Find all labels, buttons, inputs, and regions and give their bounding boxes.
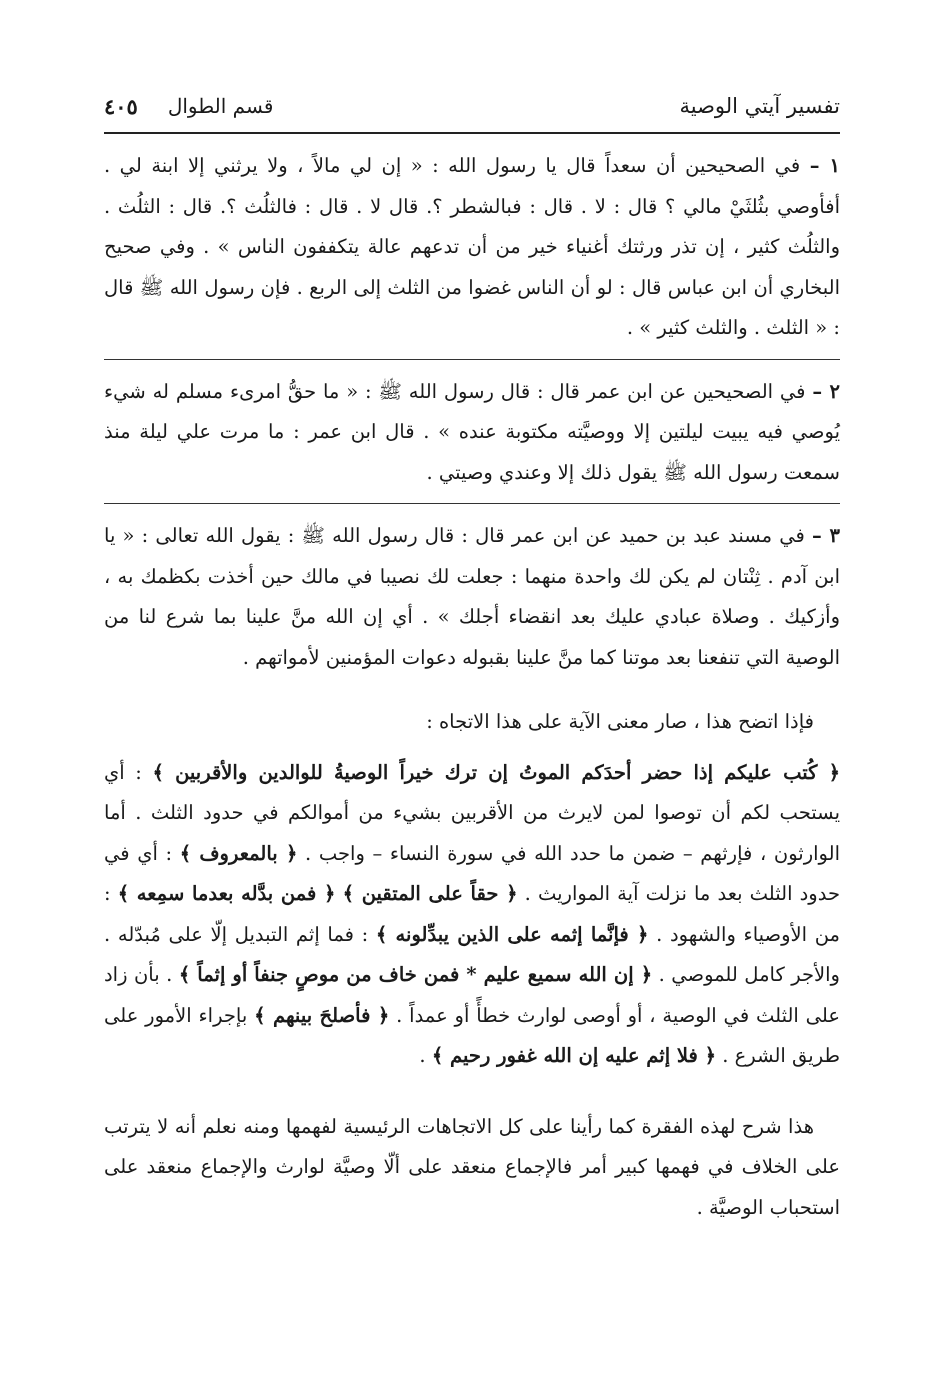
- hadith-3-text: في مسند عبد بن حميد عن ابن عمر قال : قال رسول الله ﷺ : يقول الله تعالى : « يا ابن آدم . ثِنْتان لم يكن لك واحدة منهما : جعلت لك نصيبا في مالك حين أخذت بكظمك به ، وأزكيك . وصلاة عبادي عليك بعد انقضاء أجلك » . أي إن الله منَّ علينا بما شرع لنا من الوصية التي تنفعنا بعد موتنا كما منَّ علينا بقبوله دعوات المؤمنين لأمواتهم .: [104, 524, 840, 669]
- hadith-1-text: في الصحيحين أن سعداً قال يا رسول الله : « إن لي مالاً ، ولا يرثني إلا ابنة لي . أفأوصي بثُلثَيْ مالي ؟ قال : لا . قال : فبالشطر ؟. قال لا . قال : فالثلُث ؟. قال : الثلُث . والثلُث كثير ، إن تذر ورثتك أغنياء خير من أن تدعهم عالة يتكففون الناس » . وفي صحيح البخاري أن ابن عباس قال : لو أن الناس غضوا من الثلث إلى الربع . فإن رسول الله ﷺ قال : « الثلث . والثلث كثير » .: [104, 154, 840, 339]
- divider-2: [104, 503, 840, 504]
- hadith-2-number: ٢ –: [812, 379, 841, 403]
- commentary-text-1: : أي يستحب لكم أن توصوا لمن لايرث من الأقربين بشيء من أموالكم في حدود الثلث . أما الوارثون ، فإرثهم – ضمن ما حدد الله في سورة النساء – واجب .: [104, 760, 840, 865]
- hadith-1: [104, 146, 840, 355]
- running-header: [104, 86, 840, 126]
- quoted-verse-3: ﴿ حقاً على المتقين ﴾: [342, 882, 518, 905]
- verse-commentary: [104, 753, 840, 1077]
- hadith-1-paragraph: [104, 146, 840, 349]
- quoted-verse-1: ﴿ كُتب عليكم إذا حضر أحدَكم الموتُ إن ترك خيراً الوصيةُ للوالدين والأقربين ﴾: [152, 760, 841, 784]
- commentary-text-2: : أي في حدود الثلث بعد ما نزلت آية المواريث .: [104, 841, 840, 905]
- quoted-verse-2: ﴿ بالمعروف ﴾: [179, 841, 298, 865]
- quoted-verse-7: ﴿ فأصلحَ بينهم ﴾: [254, 1003, 390, 1027]
- header-left-group: [104, 94, 273, 119]
- hadith-3-number: ٣ –: [812, 524, 840, 547]
- header-rule: [104, 132, 840, 134]
- quoted-verse-5: ﴿ فإنَّما إثمه على الذين يبدِّلونه ﴾: [375, 922, 649, 946]
- quoted-verse-4: ﴿ فمن بدَّله بعدما سمِعه ﴾: [117, 882, 336, 905]
- intro-line: فإذا اتضح هذا ، صار معنى الآية على هذا الاتجاه :: [426, 710, 814, 733]
- divider-1: [104, 359, 840, 360]
- hadith-3: [104, 516, 840, 684]
- page-body: [104, 146, 840, 1228]
- page-number: ٤٠٥: [104, 93, 138, 119]
- book-title: تفسير آيتي الوصية: [679, 94, 840, 118]
- commentary-text-8: .: [419, 1044, 432, 1067]
- conclusion-paragraph: هذا شرح لهذه الفقرة كما رأينا على كل الاتجاهات الرئيسية لفهمها ومنه نعلم أنه لا يترتب على الخلاف في فهمها كبير أمر فالإجماع منعقد على ألّا وصيَّة لوارث والإجماع منعقد على استحباب الوصيَّة .: [104, 1114, 840, 1219]
- commentary-text-3: [335, 882, 342, 905]
- hadith-2-paragraph: [104, 372, 840, 494]
- section-title: قسم الطوال: [167, 94, 274, 118]
- quoted-verse-8: ﴿ فلا إثم عليه إن الله غفور رحيم ﴾: [431, 1044, 717, 1067]
- hadith-2-text: في الصحيحين عن ابن عمر قال : قال رسول الله ﷺ : « ما حقُّ امرىء مسلم له شيء يُوصي فيه يبيت ليلتين إلا ووصيَّته مكتوبة عنده » . قال ابن عمر : ما مرت علي ليلة منذ سمعت رسول الله ﷺ يقول ذلك إلا وعندي وصيتي .: [104, 379, 840, 484]
- quoted-verse-6: ﴿ إن الله سميع عليم * فمن خاف من موصٍ جنفاً أو إثماً ﴾: [178, 963, 653, 986]
- commentary-text-7: بإجراء الأمور على طريق الشرع .: [104, 1003, 840, 1067]
- commentary-text-6: . بأن زاد على الثلث في الوصية ، أو أوصى لوارث خطأً أو عمداً .: [104, 963, 841, 1027]
- commentary-text-5: : فما إثم التبديل إلّا على مُبدّله . والأجر كامل للموصي .: [104, 922, 840, 986]
- hadith-1-number: ١ –: [809, 154, 841, 177]
- hadith-2: [104, 372, 840, 500]
- hadith-3-paragraph: [104, 516, 840, 678]
- commentary-text-4: : من الأوصياء والشهود .: [104, 882, 840, 946]
